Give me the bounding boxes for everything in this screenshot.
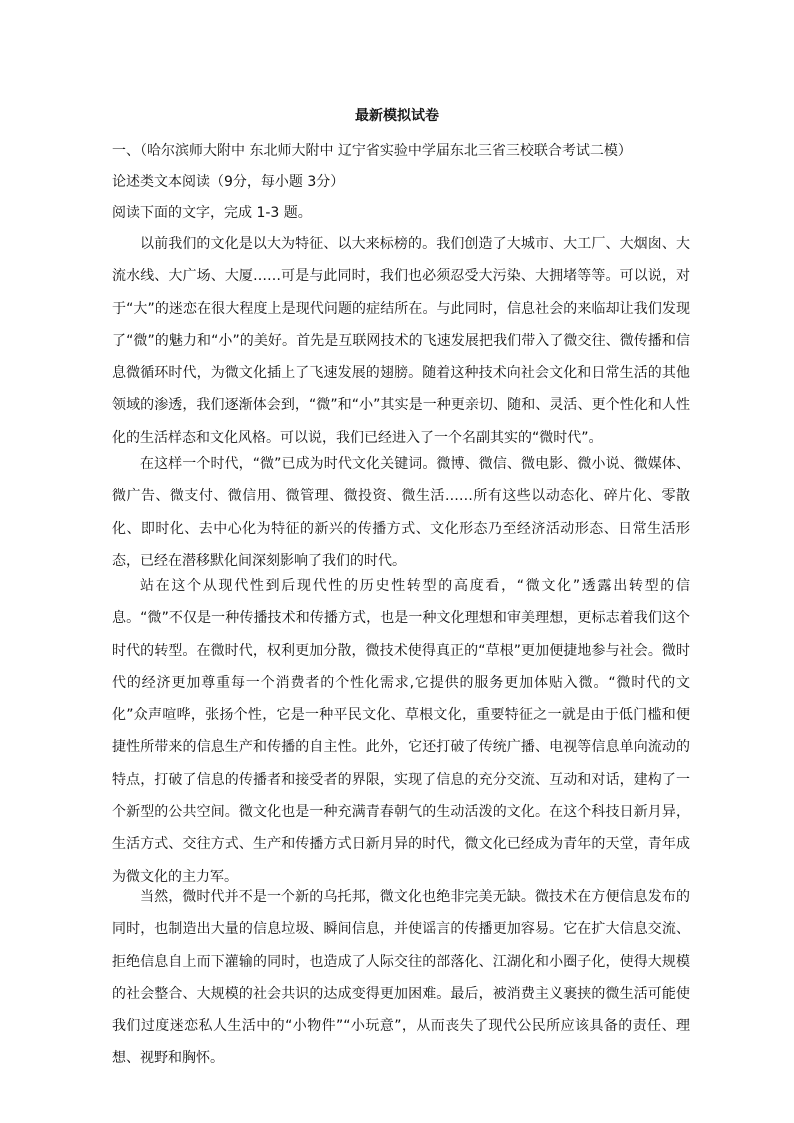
page-title: 最新模拟试卷: [355, 108, 439, 124]
paragraph-4: 当然，微时代并不是一个新的乌托邦，微文化也绝非完美无缺。微技术在方便信息发布的同时，也制造出大量的信息垃圾、瞬间信息，并使谣言的传播更加容易。它在扩大信息交流、拒绝信息自上而下灌输的同时，也造成了人际交往的部落化、江湖化和小圈子化，使得大规模的社会整合、大规模的社会共识的达成变得更加困难。最后，被消费主义裹挟的微生活可能使我们过度迷恋私人生活中的“小物件”“小玩意”，从而丧失了现代公民所应该具备的责任、理想、视野和胸怀。: [112, 889, 690, 1067]
paragraph-2: 在这样一个时代，“微”已成为时代文化关键词。微博、微信、微电影、微小说、微媒体、微广告、微支付、微信用、微管理、微投资、微生活……所有这些以动态化、碎片化、零散化、即时化、去中心化为特征的新兴的传播方式、文化形态乃至经济活动形态、日常生活形态，已经在潜移默化间深刻影响了我们的时代。: [112, 456, 690, 569]
paragraph-1: 以前我们的文化是以大为特征、以大来标榜的。我们创造了大城市、大工厂、大烟囱、大流水线、大广场、大厦……可是与此同时，我们也必须忍受大污染、大拥堵等等。可以说，对于“大”的迷恋在很大程度上是现代问题的症结所在。与此同时，信息社会的来临却让我们发现了“微”的魅力和“小”的美好。首先是互联网技术的飞速发展把我们带入了微交往、微传播和信息微循环时代，为微文化插上了飞速发展的翅膀。随着这种技术向社会文化和日常生活的其他领域的渗透，我们逐渐体会到，“微”和“小”其实是一种更亲切、随和、灵活、更个性化和人性化的生活样态和文化风格。可以说，我们已经进入了一个名副其实的“微时代”。: [112, 236, 690, 446]
instruction-text: 阅读下面的文字，完成 1-3 题。: [112, 205, 312, 221]
subsection-heading: 论述类文本阅读（9分，每小题 3分）: [112, 174, 345, 190]
section-heading: 一、（哈尔滨师大附中 东北师大附中 辽宁省实验中学届东北三省三校联合考试二模）: [112, 143, 632, 159]
paragraph-3: 站在这个从现代性到后现代性的历史性转型的高度看，“微文化”透露出转型的信息。“微”不仅是一种传播技术和传播方式，也是一种文化理想和审美理想，更标志着我们这个时代的转型。在微时代，权利更加分散，微技术使得真正的“草根”更加便捷地参与社会。微时代的经济更加尊重每一个消费者的个性化需求,它提供的服务更加体贴入微。“微时代的文化”众声喧哗，张扬个性，它是一种平民文化、草根文化，重要特征之一就是由于低门槛和便捷性所带来的信息生产和传播的自主性。此外，它还打破了传统广播、电视等信息单向流动的特点，打破了信息的传播者和接受者的界限，实现了信息的充分交流、互动和对话，建构了一个新型的公共空间。微文化也是一种充满青春朝气的生动活泼的文化。在这个科技日新月异，生活方式、交往方式、生产和传播方式日新月异的时代，微文化已经成为青年的天堂，青年成为微文化的主力军。: [112, 578, 690, 885]
